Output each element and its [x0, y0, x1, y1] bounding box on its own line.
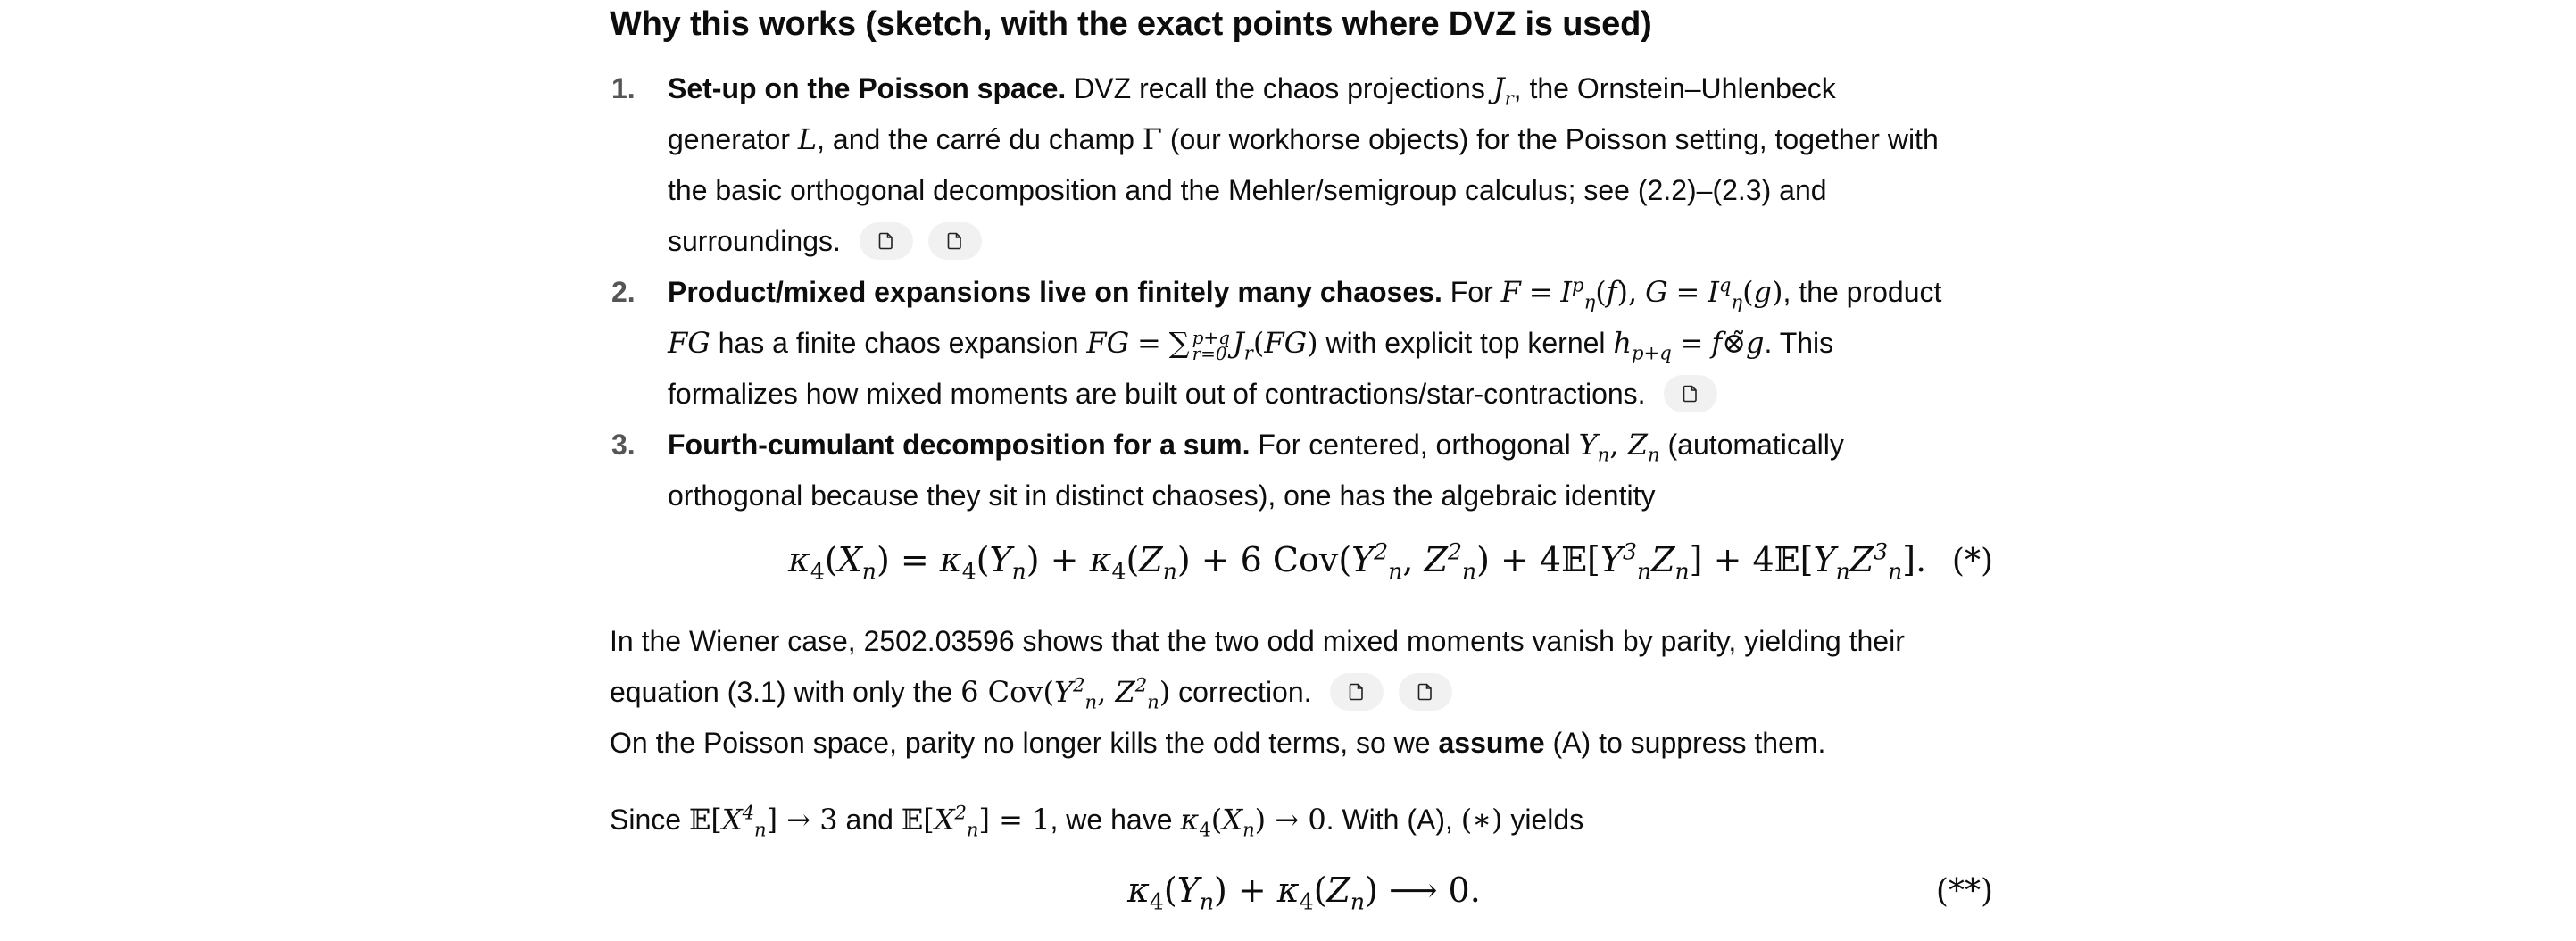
- document-icon: [1349, 683, 1365, 701]
- equation-tag: (**): [1935, 873, 1993, 910]
- citation-chip[interactable]: [860, 222, 913, 260]
- equation-star: $\kappa_4(X_n) = \kappa_4(Y_n) + \kappa_4(Z_n) + 6$ $Cov(Y^2_n$, $Z^2_n$) + $4𝔼[Y^3_nZ_n]$ + $4𝔼[Y_nZ^3_n]$.: [788, 538, 1927, 585]
- list-number: 3.: [611, 429, 636, 461]
- equation-double-star: $\kappa_4(Y_n) + \kappa_4(Z_n)$ ⟶ 0.: [1127, 870, 1481, 915]
- citation-chip[interactable]: [1399, 673, 1452, 711]
- document-icon: [878, 232, 894, 250]
- section-heading: Why this works (sketch, with the exact points where DVZ is used): [610, 5, 1652, 43]
- wiener-paragraph: In the Wiener case, 2502.03596 shows that the two odd mixed moments vanish by parity, yielding their equation (3.1) with only the 6 $Cov(Y^2_n$, $Z^2_n$) correction. On the Poisson space, parity no longer kills the odd terms, so we assume (A) to suppress them.: [610, 625, 1905, 759]
- document-icon: [947, 232, 963, 250]
- list-number: 1.: [611, 72, 636, 104]
- document-icon: [1683, 385, 1699, 403]
- list-number: 2.: [611, 276, 636, 308]
- item-title: Set-up on the Poisson space.: [668, 72, 1067, 104]
- citation-chip[interactable]: [928, 222, 982, 260]
- document-icon: [1417, 683, 1433, 701]
- item-title: Product/mixed expansions live on finitely many chaoses.: [668, 276, 1442, 308]
- item-title: Fourth-cumulant decomposition for a sum.: [668, 429, 1251, 461]
- citation-chip[interactable]: [1330, 673, 1384, 711]
- citation-chip[interactable]: [1664, 375, 1717, 412]
- since-paragraph: Since $𝔼[X^4_n] \to 3$ and $𝔼[X^2_n] = 1$, we have $\kappa_4(X_n) \to 0$. With (A), (∗) yields: [610, 801, 1584, 841]
- equation-tag: (*): [1951, 543, 1993, 579]
